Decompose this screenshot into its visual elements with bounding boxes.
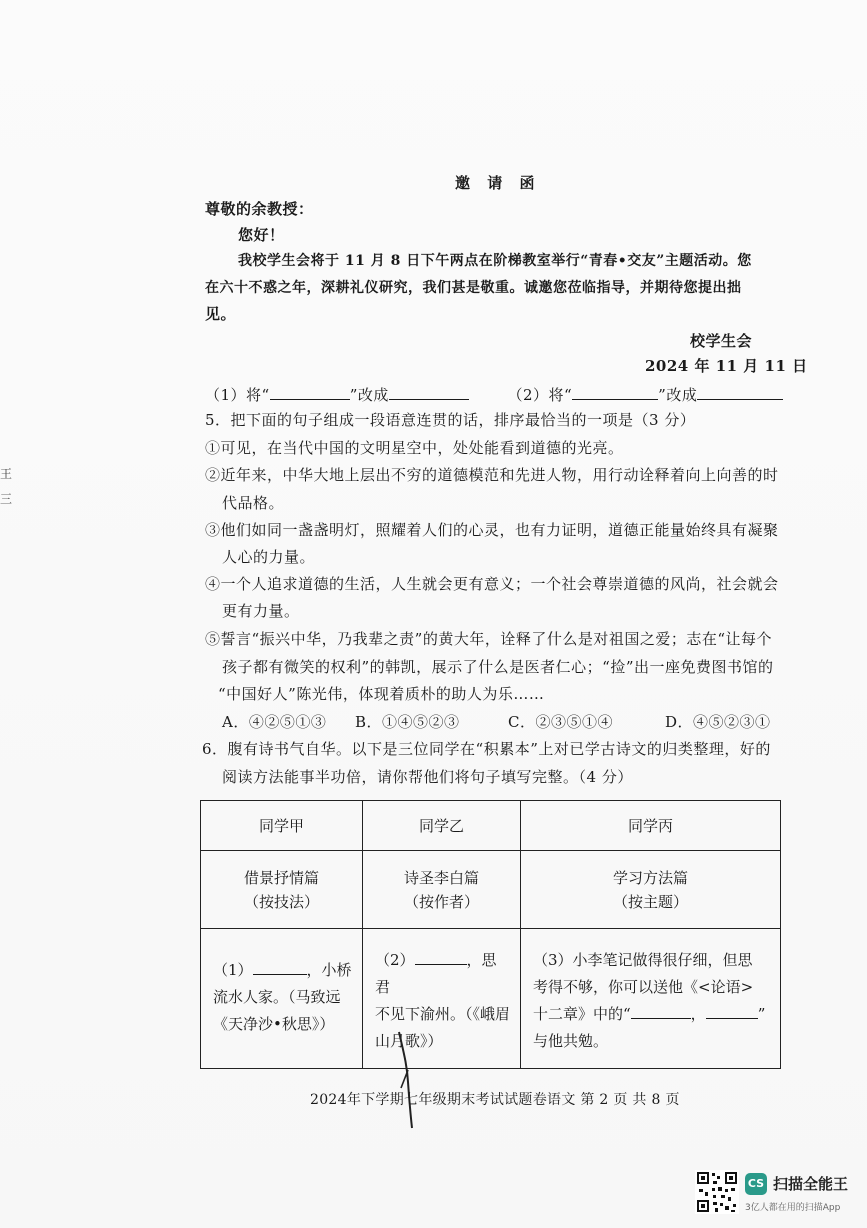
letter-body-line3: 见。 [205, 305, 237, 323]
answer-c-line1: （3）小李笔记做得很仔细，但思 [533, 951, 753, 969]
q5-sentence-4b: 更有力量。 [222, 602, 300, 620]
q5-sentence-2b: 代品格。 [222, 494, 285, 512]
table-header-row [201, 801, 781, 851]
letter-body-line2: 在六十不惑之年，深耕礼仪研究，我们甚是敬重。诚邀您莅临指导，并期待您提出拙 [205, 280, 742, 296]
q4-blank-3[interactable] [572, 385, 658, 400]
letter-date: 2024 年 11 月 11 日 [645, 357, 808, 375]
answer-c-line4: 与他共勉。 [533, 1032, 609, 1050]
answer-a-tail: ，小桥 [306, 961, 352, 979]
category-c: 学习方法篇 [612, 868, 688, 887]
answer-b-tail: ，思君 [375, 951, 497, 996]
qr-code-icon [695, 1170, 739, 1214]
answer-b-line3: 山月歌》） [375, 1032, 443, 1050]
answer-a-line2: 流水人家。（马致远 [213, 988, 341, 1006]
letter-signature: 校学生会 [690, 332, 753, 350]
q4-fill-line [205, 384, 783, 405]
category-cell-b [363, 851, 521, 929]
cs-logo-icon: CS [745, 1173, 767, 1195]
header-student-b: 同学乙 [363, 801, 521, 851]
edge-mark-1: 王 [0, 467, 13, 481]
letter-salutation: 尊敬的余教授： [205, 200, 314, 218]
q5-option-a[interactable]: A．④②⑤①③ [222, 713, 327, 731]
answer-cell-b [363, 929, 521, 1069]
answer-c-close-quote: ” [757, 1005, 766, 1023]
page-footer: 2024年下学期七年级期末考试试题卷语文 第 2 页 共 8 页 [310, 1092, 680, 1108]
table-answer-row [201, 929, 781, 1069]
answer-c-blank-1[interactable] [631, 1004, 691, 1019]
q5-option-b[interactable]: B．①④⑤②③ [355, 713, 460, 731]
q6-stem-line1: 6．腹有诗书气自华。以下是三位同学在“积累本”上对已学古诗文的归类整理，好的 [202, 740, 771, 758]
q5-sentence-1: ①可见，在当代中国的文明星空中，处处能看到道德的光亮。 [205, 439, 624, 457]
scanner-tagline: 3亿人都在用的扫描App [745, 1203, 841, 1213]
edge-mark-2: 三 [0, 492, 13, 506]
category-b-note: （按作者） [403, 892, 479, 911]
q4-part2-prefix: （2）将“ [507, 386, 573, 404]
q4-blank-1[interactable] [270, 385, 350, 400]
category-a: 借景抒情篇 [243, 868, 319, 887]
q5-sentence-2a: ②近年来，中华大地上层出不穷的道德模范和先进人物，用行动诠释着向上向善的时 [205, 466, 779, 484]
q6-table [200, 800, 781, 1069]
answer-b-line2: 不见下渝州。（《峨眉 [375, 1005, 511, 1023]
answer-c-line2: 考得不够，你可以送他《<论语> [533, 978, 754, 996]
letter-title: 邀 请 函 [455, 174, 541, 192]
q4-blank-4[interactable] [697, 385, 783, 400]
q5-sentence-5b: 孩子都有微笑的权利”的韩凯，展示了什么是医者仁心；“捡”出一座免费图书馆的 [222, 658, 774, 676]
header-student-a: 同学甲 [201, 801, 363, 851]
header-student-c: 同学丙 [521, 801, 781, 851]
q5-stem: 5．把下面的句子组成一段语意连贯的话，排序最恰当的一项是（3 分） [205, 411, 696, 429]
q4-part2-mid: ”改成 [658, 386, 698, 404]
category-c-note: （按主题） [612, 892, 688, 911]
table-category-row [201, 851, 781, 929]
q6-stem-line2: 阅读方法能事半功倍，请你帮他们将句子填写完整。（4 分） [222, 768, 633, 786]
category-a-note: （按技法） [243, 892, 319, 911]
q5-option-d[interactable]: D．④⑤②③① [665, 713, 771, 731]
answer-cell-a [201, 929, 363, 1069]
q5-sentence-5a: ⑤誓言“振兴中华，乃我辈之责”的黄大年，诠释了什么是对祖国之爱；志在“让每个 [205, 630, 773, 648]
answer-cell-c [521, 929, 781, 1069]
q4-part1-mid: ”改成 [349, 386, 389, 404]
answer-b-num: （2） [375, 951, 415, 969]
category-b: 诗圣李白篇 [403, 868, 479, 887]
q5-sentence-3a: ③他们如同一盏盏明灯，照耀着人们的心灵，也有力证明，道德正能量始终具有凝聚 [205, 521, 779, 539]
scanner-brand: 扫描全能王 [773, 1175, 849, 1193]
q4-blank-2[interactable] [389, 385, 469, 400]
q5-option-c[interactable]: C．②③⑤①④ [508, 713, 613, 731]
q5-sentence-3b: 人心的力量。 [222, 548, 316, 566]
answer-b-blank[interactable] [415, 950, 467, 965]
q4-part1-prefix: （1）将“ [205, 386, 270, 404]
category-cell-c [521, 851, 781, 929]
answer-c-comma: ， [690, 1005, 706, 1023]
letter-greeting: 您好！ [238, 226, 285, 244]
answer-a-blank[interactable] [253, 960, 307, 975]
category-cell-a [201, 851, 363, 929]
answer-a-line3: 《天净沙•秋思》） [213, 1015, 335, 1033]
q5-sentence-4a: ④一个人追求道德的生活，人生就会更有意义；一个社会尊崇道德的风尚，社会就会 [205, 575, 779, 593]
q5-sentence-5c: “中国好人”陈光伟，体现着质朴的助人为乐…… [218, 685, 545, 703]
answer-c-blank-2[interactable] [706, 1004, 758, 1019]
pen-stroke-mark [395, 1030, 435, 1130]
answer-c-line3-prefix: 十二章》中的“ [533, 1005, 631, 1023]
answer-a-num: （1） [213, 961, 253, 979]
letter-body-line1: 我校学生会将于 11 月 8 日下午两点在阶梯教室举行“青春•交友”主题活动。您 [238, 253, 752, 269]
